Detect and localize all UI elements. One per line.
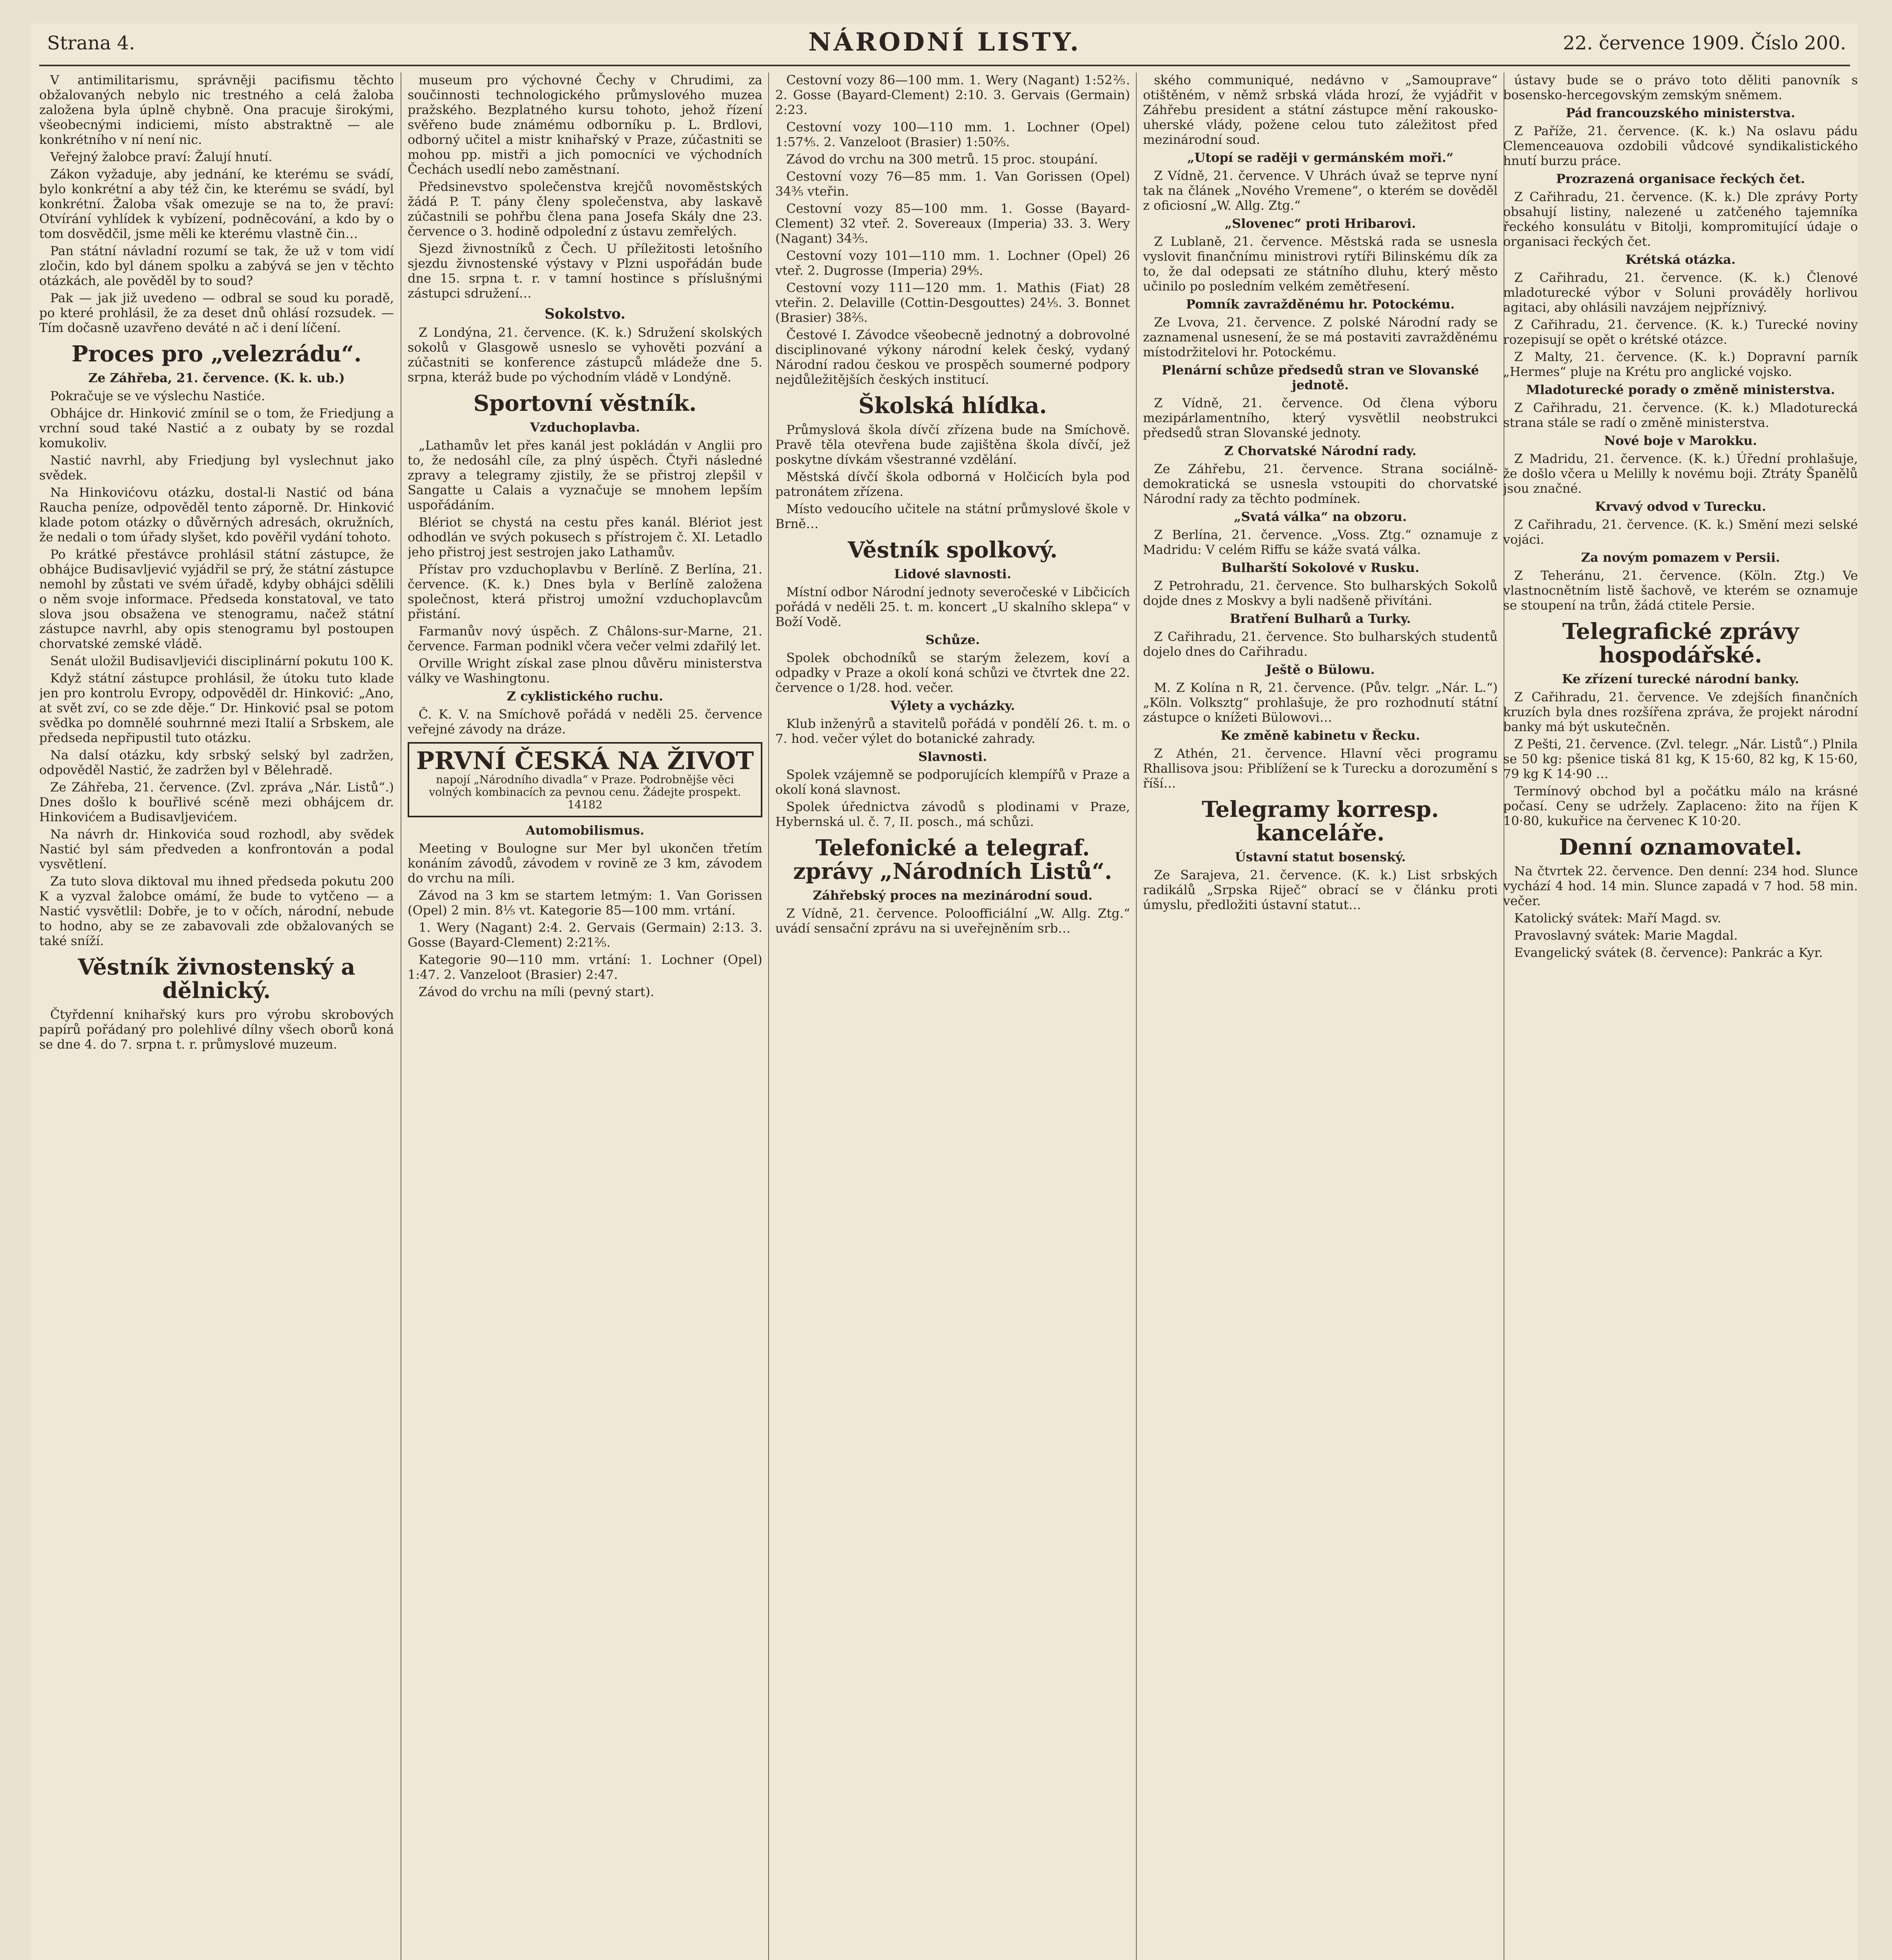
article-paragraph: Z Berlína, 21. července. „Voss. Ztg.“ oznamuje z Madridu: V celém Riffu se káže svatá válka. [1143, 527, 1498, 557]
columns [39, 73, 1858, 1960]
article-paragraph: Kategorie 90—110 mm. vrtání: 1. Lochner (Opel) 1:47. 2. Vanzeloot (Brasier) 2:47. [408, 952, 762, 982]
header-rule [39, 65, 1850, 66]
article-paragraph: Orville Wright získal zase plnou důvěru ministerstva války ve Washingtonu. [408, 656, 762, 686]
article-subheading: „Svatá válka“ na obzoru. [1234, 509, 1407, 524]
article-paragraph: Ze Sarajeva, 21. července. (K. k.) List srbských radikálů „Srpska Riječ“ obrací se v článku proti úmyslu, předložiti ústavní statut… [1143, 867, 1498, 912]
article-paragraph: Z Malty, 21. července. (K. k.) Dopravní parník „Hermes“ pluje na Krétu pro anglické vojsko. [1503, 349, 1858, 379]
newspaper-page [31, 24, 1858, 1960]
article-paragraph: Pan státní návladní rozumí se tak, že už v tom vidí zločin, kdo byl dánem spolku a zabývá se jen v těchto otázkách, ale pověděl by to soud? [39, 243, 394, 288]
article-paragraph: Z Lublaně, 21. července. Městská rada se usnesla vyslovit finančnímu ministrovi rytíři Bilinskému dík za to, že dal odepsati ze státního dluhu, který město učinilo po posledním velkém zemětřesení. [1143, 234, 1498, 294]
page-number: Strana 4. [47, 32, 135, 54]
article-paragraph: Ze Lvova, 21. července. Z polské Národní rady se zaznamenal usnesení, že se má postaviti zavražděnému místodržitelovi hr. Potockému. [1143, 315, 1498, 359]
article-paragraph: Z Cařihradu, 21. července. Sto bulharských studentů dojelo dnes do Cařihradu. [1143, 629, 1498, 659]
column-1 [39, 73, 394, 1960]
article-paragraph: Z Cařihradu, 21. července. (K. k.) Dle zprávy Porty obsahují listiny, nalezené u zatčeného tajemníka řeckého konsulátu v Bitolji, kompromitující údaje o organisaci řeckých čet. [1503, 189, 1858, 249]
article-subheading: Prozrazená organisace řeckých čet. [1556, 171, 1805, 186]
article-paragraph: Evangelický svátek (8. července): Pankrác a Kyr. [1514, 945, 1823, 960]
article-paragraph: Z Cařihradu, 21. července. (K. k.) Mladoturecká strana stále se radí o změně ministerstva. [1503, 400, 1858, 430]
article-paragraph: Č. K. V. na Smíchově pořádá v neděli 25. července veřejné závody na dráze. [408, 707, 762, 737]
article-paragraph: Spolek úřednictva závodů s plodinami v Praze, Hybernská ul. č. 7, II. posch., má schůzi. [775, 799, 1130, 829]
article-paragraph: Farmanův nový úspěch. Z Châlons-sur-Marne, 21. července. Farman podnikl včera večer velmi zdařilý let. [408, 624, 762, 653]
article-subheading: Z Chorvatské Národní rady. [1224, 443, 1417, 458]
masthead: NÁRODNÍ LISTY. [808, 27, 1081, 57]
article-paragraph: Čestové I. Závodce všeobecně jednotný a dobrovolné disciplinované výkony národní kelek český, vydaný Národní radou českou ve prospěch soumerné podpory nejdůležitějších českých institucí. [775, 327, 1130, 387]
article-paragraph: Čtyřdenní knihařský kurs pro výrobu skrobových papírů pořádaný pro polehlivé dílny všech oborů koná se dne 4. do 7. srpna t. r. průmyslové muzeum. [39, 1007, 394, 1052]
section-heading: Denní oznamovatel. [1559, 834, 1802, 860]
advertisement-box [408, 742, 762, 817]
article-paragraph: Cestovní vozy 86—100 mm. 1. Wery (Nagant) 1:52⅖. 2. Gosse (Bayard-Clement) 2:10. 3. Gervais (Germain) 2:23. [775, 73, 1130, 117]
section-heading: Školská hlídka. [858, 393, 1047, 419]
section-heading: Telegrafické zprávy hospodářské. [1562, 619, 1799, 668]
article-paragraph: V antimilitarismu, správněji pacifismu těchto obžalovaných nebylo nic trestného a celá žaloba založena byla úplně chybně. Ona pracuje širokými, všeobecnými indiciemi, místo abstraktně — ale konkrétního v ní není nic. [39, 73, 394, 147]
article-paragraph: Z Cařihradu, 21. července. Ve zdejších finančních kruzích byla dnes rozšířena zpráva, že projekt národní banky má být uskutečněn. [1503, 690, 1858, 734]
article-paragraph: Průmyslová škola dívčí zřízena bude na Smíchově. Pravě těla otevřena bude zajištěna škola dívčí, jež poskytne dívkám všestranné vzdělání. [775, 422, 1130, 467]
article-subheading: Krvavý odvod v Turecku. [1595, 499, 1766, 514]
article-paragraph: Obhájce dr. Hinković zmínil se o tom, že Friedjung a vrchní soud také Nastić a z oubaty by se rozdal komukoliv. [39, 406, 394, 450]
article-paragraph: Sjezd živnostníků z Čech. U příležitosti letošního sjezdu živnostenské výstavy v Plzni uspořádán bude dne 15. srpna t. r. v tamní hostince s příslušnými zástupci sdružení… [408, 241, 762, 301]
column-2 [408, 73, 762, 1960]
article-paragraph: Spolek vzájemně se podporujících klempířů v Praze a okolí koná slavnost. [775, 767, 1130, 797]
section-heading: Telegramy korresp. kanceláře. [1202, 797, 1439, 846]
article-subheading: Krétská otázka. [1625, 252, 1736, 267]
article-paragraph: Nastić navrhl, aby Friedjung byl vyslechnut jako svědek. [39, 453, 394, 483]
article-paragraph: Veřejný žalobce praví: Žalují hnutí. [50, 149, 272, 164]
article-paragraph: Cestovní vozy 85—100 mm. 1. Gosse (Bayard-Clement) 32 vteř. 2. Sovereaux (Imperia) 33. 3. Wery (Nagant) 34⅗. [775, 201, 1130, 246]
ad-headline: PRVNÍ ČESKÁ NA ŽIVOT [416, 746, 754, 775]
article-subheading: Ke změně kabinetu v Řecku. [1221, 728, 1420, 743]
article-subheading: Pád francouzského ministerstva. [1565, 105, 1796, 120]
article-paragraph: Ze Záhřeba, 21. července. (Zvl. zpráva „Nár. Listů“.) Dnes došlo k bouřlivé scéně mezi obhájcem dr. Hinkovićem a Budisavljevićem. [39, 780, 394, 824]
article-paragraph: Závod do vrchu na míli (pevný start). [419, 984, 655, 999]
article-subheading: Záhřebský proces na mezinárodní soud. [813, 888, 1093, 903]
article-subheading: „Slovenec“ proti Hribarovi. [1224, 216, 1416, 231]
article-paragraph: Na čtvrtek 22. července. Den denní: 234 hod. Slunce vychází 4 hod. 14 min. Slunce zapadá v 7 hod. 58 min. večer. [1503, 864, 1858, 908]
article-paragraph: Zákon vyžaduje, aby jednání, ke kterému se svádí, bylo konkrétní a aby též čin, ke kterému se svádí, byl konkrétní. Žaloba však omezuje se na to, že praví: Otvírání vyhlídek k vybízení, podněcování, a kdo by o tom dosvědčil, jsme měli ke kterému vlastně čin… [39, 167, 394, 241]
article-subheading: Vzduchoplavba. [530, 420, 640, 435]
article-paragraph: Cestovní vozy 101—110 mm. 1. Lochner (Opel) 26 vteř. 2. Dugrosse (Imperia) 29⅘. [775, 248, 1130, 278]
article-subheading: Nové boje v Marokku. [1604, 433, 1757, 448]
article-paragraph: Na Hinkovićovu otázku, dostal-li Nastić od bána Raucha peníze, odpověděl tento záporně. Dr. Hinković klade potom otázky o důvěrných adresách, okružních, že nedali o tom úřady slyšet, kdo pověřil vydání tohoto. [39, 485, 394, 544]
article-paragraph: Termínový obchod byl a počátku málo na krásné počasí. Ceny se udržely. Zaplaceno: žito na říjen K 10·80, kukuřice na červenec K 10·20. [1503, 784, 1858, 828]
section-heading: Sportovní věstník. [473, 390, 697, 416]
article-paragraph: Z Cařihradu, 21. července. (K. k.) Turecké noviny rozepisují se opět o krétské otázce. [1503, 317, 1858, 347]
article-subheading: Bulharští Sokolové v Rusku. [1221, 560, 1420, 575]
article-subheading: Bratření Bulharů a Turky. [1230, 611, 1411, 626]
page-header [31, 24, 1858, 71]
article-subheading: Automobilismus. [526, 823, 644, 838]
article-paragraph: Přístav pro vzduchoplavbu v Berlíně. Z Berlína, 21. července. (K. k.) Dnes byla v Berlíně založena společnost, která přistroj umožní vzduchoplavcům přistání. [408, 562, 762, 621]
section-heading: Sokolstvo. [544, 306, 626, 322]
article-paragraph: „Lathamův let přes kanál jest pokládán v Anglii pro to, že nedosáhl cíle, za plný úspěch. Čtyři následné zpravy a telegramy zjistily, že se přistroj zlepšil v Sangatte u Calais a vyznačuje se mnohem lepším uspořádáním. [408, 438, 762, 512]
article-paragraph: Z Pešti, 21. července. (Zvl. telegr. „Nár. Listů“.) Plnila se 50 kg: pšenice tiská 81 kg, K 15·60, 82 kg, K 15·60, 79 kg K 14·90 … [1503, 737, 1858, 781]
article-paragraph: Z Vídně, 21. července. V Uhrách úvaž se teprve nyní tak na článek „Nového Vremene“, o kterém se dověděl z oficiosní „W. Allg. Ztg.“ [1143, 168, 1498, 213]
article-subheading: „Utopí se raději v germánském moři.“ [1187, 150, 1454, 165]
article-subheading: Ústavní statut bosenský. [1235, 849, 1406, 864]
ad-telephone: 14182 [567, 798, 603, 811]
article-paragraph: Ze Záhřebu, 21. července. Strana sociálně-demokratická se usnesla vstoupiti do chorvatské Národní rady za těchto podmínek. [1143, 461, 1498, 506]
article-paragraph: Klub inženýrů a stavitelů pořádá v pondělí 26. t. m. o 7. hod. večer výlet do botanické zahrady. [775, 716, 1130, 746]
article-subheading: Lidové slavnosti. [894, 566, 1011, 581]
article-paragraph: Závod do vrchu na 300 metrů. 15 proc. stoupání. [786, 152, 1098, 167]
article-paragraph: Cestovní vozy 111—120 mm. 1. Mathis (Fiat) 28 vteřin. 2. Delaville (Cottin-Desgouttes) 24⅕. 3. Bonnet (Brasier) 38⅖. [775, 280, 1130, 325]
article-subheading: Mladoturecké porady o změně ministerstva. [1526, 382, 1835, 397]
article-paragraph: Meeting v Boulogne sur Mer byl ukončen třetím konáním závodů, závodem v rovině ze 3 km, závodem do vrchu na míli. [408, 841, 762, 886]
article-paragraph: Pravoslavný svátek: Marie Magdal. [1514, 928, 1738, 943]
article-subheading: Plenární schůze předsedů stran ve Slovanské jednotě. [1161, 363, 1479, 392]
article-paragraph: Pak — jak již uvedeno — odbral se soud ku poradě, po které prohlásil, že za deset dnů ohlásí rozsudek. — Tím dočasně uzavřeno deváté n ač i dení líčení. [39, 290, 394, 335]
article-subheading: Z cyklistického ruchu. [506, 689, 664, 704]
article-paragraph: Katolický svátek: Maří Magd. sv. [1514, 911, 1721, 926]
section-heading: Proces pro „velezrádu“. [71, 341, 362, 367]
article-paragraph: Z Cařihradu, 21. července. (K. k.) Smění mezi selské vojáci. [1503, 517, 1858, 547]
article-paragraph: Z Madridu, 21. července. (K. k.) Úřední prohlašuje, že došlo včera u Melilly k novému boji. Ztráty Španělů jsou značné. [1503, 451, 1858, 496]
article-paragraph: Z Petrohradu, 21. července. Sto bulharských Sokolů dojde dnes z Moskvy a byli nadšeně přivítáni. [1143, 578, 1498, 608]
article-paragraph: Městská dívčí škola odborná v Holčicích byla pod patronátem zřízena. [775, 469, 1130, 499]
article-paragraph: Po krátké přestávce prohlásil státní zástupce, že obhájce Budisavljević vyjádřil se prý, že státní zástupce nemohl by zůstati ve svém úřadě, kdyby obhájci sdělili o něm svoje informace. Předseda konstatoval, ve tato slova jsou obsažena ve stenogramu, načež státní zástupce navrhl, aby opis stenogramu byl postoupen chorvatské zemské vládě. [39, 547, 394, 651]
article-paragraph: ústavy bude se o právo toto děliti panovník s bosensko-hercegovským zemským sněmem. [1503, 73, 1858, 102]
article-paragraph: Z Vídně, 21. července. Od člena výboru mezipárlamentního, který vysvětlil neobstrukci předsedů stran Slovanské jednoty. [1143, 396, 1498, 440]
article-paragraph: Cestovní vozy 100—110 mm. 1. Lochner (Opel) 1:57⅘. 2. Vanzeloot (Brasier) 1:50⅖. [775, 120, 1130, 149]
article-paragraph: Z Teheránu, 21. července. (Köln. Ztg.) Ve vlastnocnětním listě šachově, ve kterém se oznamuje se stoupení na trůn, žádá ctitele Persie. [1503, 568, 1858, 613]
article-subheading: Schůze. [925, 632, 980, 647]
article-paragraph: Na návrh dr. Hinkovića soud rozhodl, aby svědek Nastić byl sám předveden a konfrontován a podal vysvětlení. [39, 827, 394, 871]
column-5 [1503, 73, 1858, 1960]
article-paragraph: Z Cařihradu, 21. července. (K. k.) Členové mladoturecké výbor v Soluni prováděly horlivou agitaci, aby ohlásili navzájem nejpříznivý. [1503, 270, 1858, 315]
article-paragraph: museum pro výchovné Čechy v Chrudimi, za součinnosti technologického průmyslového muzea pražského. Bezplatného kursu tohoto, jehož řízení svěřeno bude známému odborníku p. L. Brdlovi, odborný učitel a mistr knihařský v Praze, zúčastniti se mohou pp. mistři a jich pomocníci ve východních Čechách usedlí nebo zaměstnaní. [408, 73, 762, 177]
article-paragraph: Když státní zástupce prohlásil, že útoku tuto klade jen pro kontrolu Evropy, odpověděl dr. Hinković: „Ano, at svět zví, co se zde děje.“ Dr. Hinković psal se potom svědka po domnělé souhrnné mezi Italií a Srbskem, ale předseda nepřipustil tuto otázku. [39, 671, 394, 745]
article-paragraph: ského communiqué, nedávno v „Samouprave“ otištěném, v němž srbská vláda hrozí, že vyjádřit v Záhřebu president a státní zástupce mění rakousko-uherské vlády, požene celou tuto záležitost před mezinárodní soud. [1143, 73, 1498, 147]
article-paragraph: Na dalsí otázku, kdy srbský selský byl zadržen, odpověděl Nastić, že zadržen byl v Bělehradě. [39, 748, 394, 777]
article-paragraph: Místní odbor Národní jednoty severočeské v Libčicích pořádá v neděli 25. t. m. koncert „U skalního sklepa“ v Boží Vodě. [775, 584, 1130, 629]
article-paragraph: Z Vídně, 21. července. Poloofficiální „W. Allg. Ztg.“ uvádí sensační zprávu na si uveřejněním srb… [775, 906, 1130, 936]
article-subheading: Za novým pomazem v Persii. [1581, 550, 1780, 565]
column-separator [768, 73, 769, 1960]
article-subheading: Ze Záhřeba, 21. července. (K. k. ub.) [88, 370, 345, 385]
article-paragraph: Za tuto slova diktoval mu ihned předseda pokutu 200 K a vyzval žalobce omámí, že bude to vytčeno — a Nastić vysvětlil: Dobře, je to v očích, národní, nebude to hodno, aby se ze zabavovali zde obžalovaných se také sníží. [39, 874, 394, 948]
article-paragraph: Z Paříže, 21. července. (K. k.) Na oslavu pádu Clemenceauova ozdobili vůdcové syndikalistického hnutí burzu práce. [1503, 123, 1858, 168]
section-heading: Věstník živnostenský a dělnický. [78, 954, 356, 1004]
date-issue: 22. července 1909. Číslo 200. [1563, 32, 1846, 54]
article-paragraph: Senát uložil Budisavljevići disciplinární pokutu 100 K. [50, 653, 394, 668]
article-subheading: Ke zřízení turecké národní banky. [1562, 671, 1799, 686]
section-heading: Telefonické a telegraf. zprávy „Národních Listů“. [793, 835, 1112, 884]
article-paragraph: Z Londýna, 21. července. (K. k.) Sdružení skolských sokolů v Glasgowě usneslo se vyhověti pozvání a zúčastniti se konference zástupců mládeže dne 5. srpna, kteráž bude po východním vládě v Londýně. [408, 325, 762, 385]
article-paragraph: 1. Wery (Nagant) 2:4. 2. Gervais (Germain) 2:13. 3. Gosse (Bayard-Clement) 2:21⅖. [408, 920, 762, 950]
ad-text: napojí „Národního divadla“ v Praze. Podrobnějše věci volných kombinacích za pevnou cenu. Žádejte prospekt. [429, 773, 741, 799]
column-4 [1143, 73, 1498, 1960]
article-paragraph: Cestovní vozy 76—85 mm. 1. Van Gorissen (Opel) 34⅗ vteřin. [775, 169, 1130, 199]
article-subheading: Pomník zavražděnému hr. Potockému. [1186, 297, 1455, 312]
article-paragraph: Spolek obchodníků se starým železem, koví a odpadky v Praze a okolí koná schůzi ve čtvrtek dne 22. července o 1/28. hod. večer. [775, 650, 1130, 695]
article-paragraph: Pokračuje se ve výslechu Nastiće. [50, 388, 265, 403]
column-separator [1136, 73, 1137, 1960]
article-paragraph: Závod na 3 km se startem letmým: 1. Van Gorissen (Opel) 2 min. 8⅕ vt. Kategorie 85—100 mm. vrtání. [408, 888, 762, 918]
article-paragraph: Z Athén, 21. července. Hlavní věci programu Rhallisova jsou: Přiblížení se k Turecku a dorozumění s říší… [1143, 746, 1498, 791]
article-subheading: Slavnosti. [918, 749, 987, 764]
column-3 [775, 73, 1130, 1960]
article-paragraph: Místo vedoucího učitele na státní průmyslové škole v Brně… [775, 501, 1130, 531]
section-heading: Věstník spolkový. [847, 537, 1058, 563]
article-paragraph: Blériot se chystá na cestu přes kanál. Blériot jest odhodlán ve svých pokusech s přístrojem č. XI. Letadlo jeho přistroj jest sestrojen jako Lathamův. [408, 515, 762, 559]
article-subheading: Ještě o Bülowu. [1266, 662, 1375, 677]
article-paragraph: M. Z Kolína n R, 21. července. (Pův. telgr. „Nár. L.“) „Köln. Volksztg“ prohlašuje, že pro rozhodnutí státní zástupce o knížeti Bülowovi… [1143, 680, 1498, 725]
article-subheading: Výlety a vycházky. [890, 698, 1015, 713]
article-paragraph: Předsinevstvo společenstva krejčů novoměstských žádá P. T. pány členy společenstva, aby laskavě zúčastnili se pohřbu člena pana Josefa Skály dne 23. července o 3. hodině odpolední z ústavu zemřelých. [408, 179, 762, 239]
